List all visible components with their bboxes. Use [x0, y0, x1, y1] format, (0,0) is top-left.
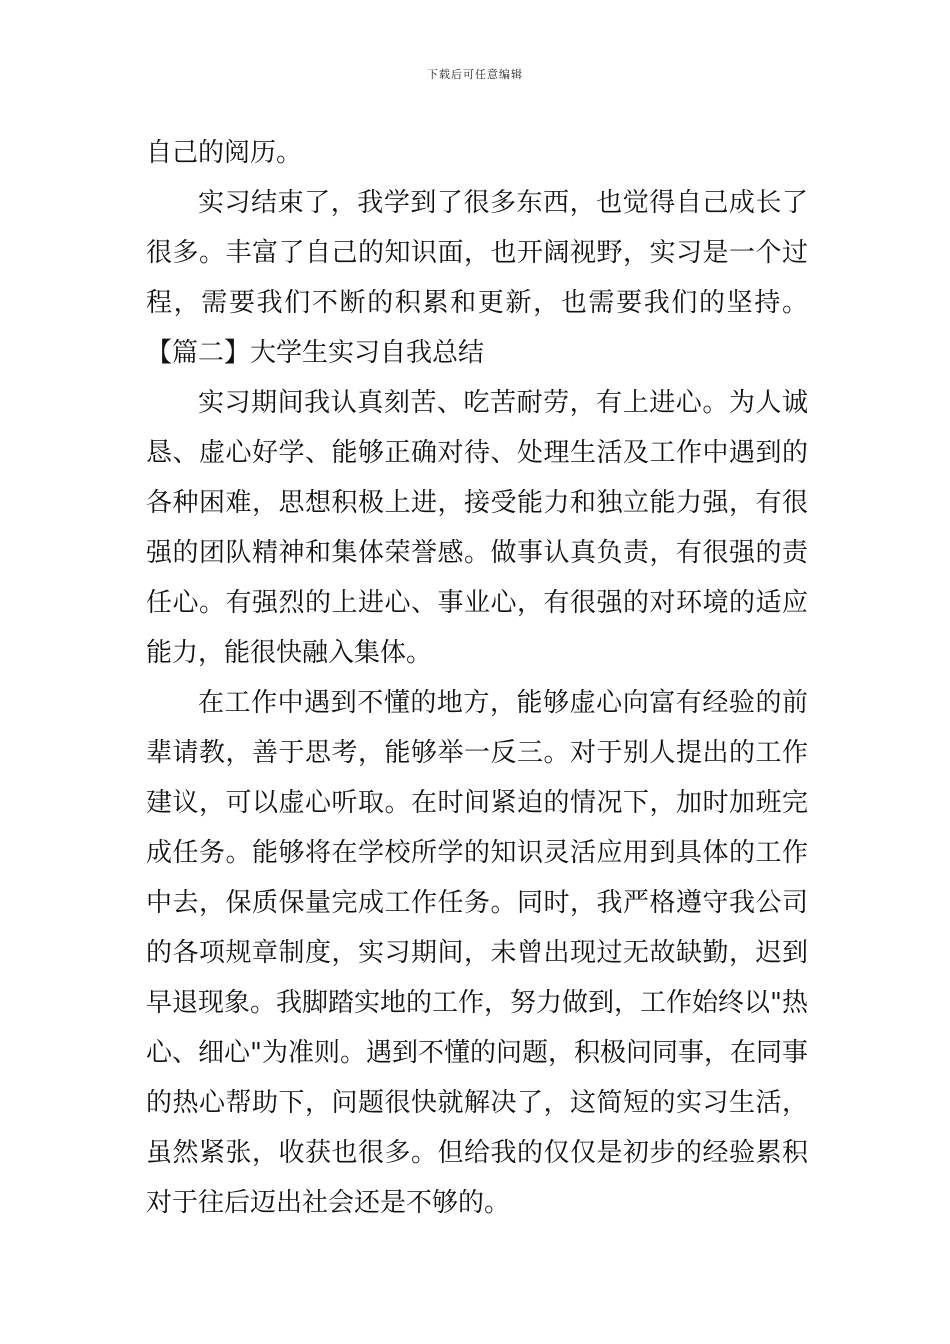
text-line: 成任务。能够将在学校所学的知识灵活应用到具体的工作	[146, 838, 808, 868]
text-line: 恳、虚心好学、能够正确对待、处理生活及工作中遇到的	[146, 438, 808, 468]
text-line: 建议，可以虚心听取。在时间紧迫的情况下，加时加班完	[146, 788, 808, 818]
text-line: 强的团队精神和集体荣誉感。做事认真负责，有很强的责	[146, 538, 808, 568]
text-line: 很多。丰富了自己的知识面，也开阔视野，实习是一个过	[146, 238, 808, 268]
page-header: 下载后可任意编辑	[427, 68, 523, 81]
text-line: 的热心帮助下，问题很快就解决了，这简短的实习生活，	[146, 1088, 808, 1118]
section-heading: 【篇二】大学生实习自我总结	[146, 338, 485, 368]
text-line: 能力，能很快融入集体。	[146, 638, 433, 668]
text-line: 程，需要我们不断的积累和更新，也需要我们的坚持。	[146, 288, 808, 318]
text-line: 心、细心"为准则。遇到不懂的问题，积极问同事，在同事	[146, 1038, 808, 1068]
text-line: 实习期间我认真刻苦、吃苦耐劳，有上进心。为人诚	[198, 388, 808, 418]
text-line: 各种困难，思想积极上进，接受能力和独立能力强，有很	[146, 488, 808, 518]
text-line: 自己的阅历。	[146, 138, 303, 168]
text-line: 任心。有强烈的上进心、事业心，有很强的对环境的适应	[146, 588, 808, 618]
text-line: 的各项规章制度，实习期间，未曾出现过无故缺勤，迟到	[146, 938, 808, 968]
text-line: 中去，保质保量完成工作任务。同时，我严格遵守我公司	[146, 888, 808, 918]
text-line: 辈请教，善于思考，能够举一反三。对于别人提出的工作	[146, 738, 808, 768]
text-line: 实习结束了，我学到了很多东西，也觉得自己成长了	[198, 188, 808, 218]
text-line: 在工作中遇到不懂的地方，能够虚心向富有经验的前	[198, 688, 808, 718]
text-line: 对于往后迈出社会还是不够的。	[146, 1188, 511, 1218]
text-line: 虽然紧张，收获也很多。但给我的仅仅是初步的经验累积	[146, 1138, 808, 1168]
document-body	[146, 128, 808, 1228]
text-line: 早退现象。我脚踏实地的工作，努力做到，工作始终以"热	[146, 988, 808, 1018]
